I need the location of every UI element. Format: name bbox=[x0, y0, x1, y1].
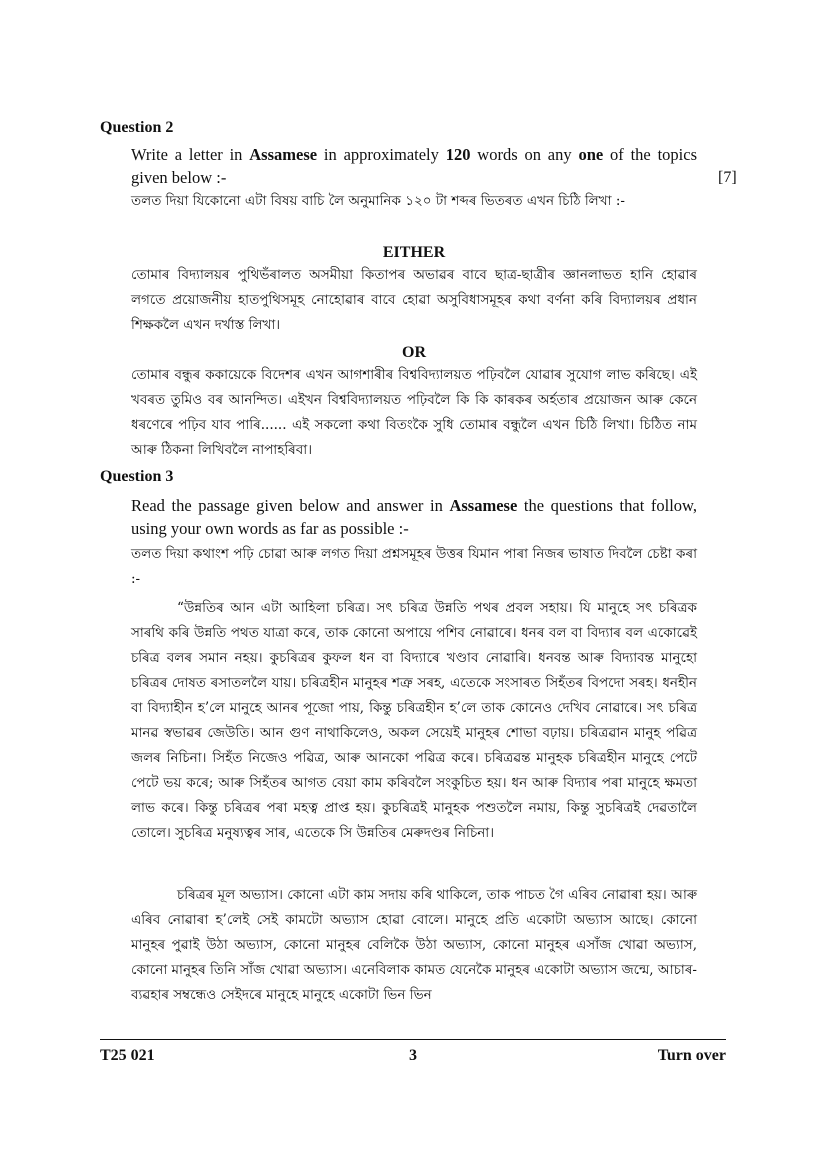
instruction-text: of the topics given below :- bbox=[131, 145, 697, 187]
passage-paragraph-1: “উন্নতিৰ আন এটা আহিলা চৰিত্ৰ। সৎ চৰিত্ৰ উন্নতি পথৰ প্ৰবল সহায়। যি মানুহে সৎ চৰিত্ৰক সাৰথি কৰি উন্নতি পথত যাত্ৰা কৰে, তাক কোনো অপায়ে পশিব নোৱাৰে। ধনৰ বল বা বিদ্যাৰ বল একোৱেই চৰিত্ৰ বলৰ সমান নহয়। কুচৰিত্ৰৰ কুফল ধন বা বিদ্যাৰে খণ্ডাব নোৱাৰি। ধনবন্ত আৰু বিদ্যাবন্ত মানুহো চৰিত্ৰৰ দোষত ৰসাতললৈ যায়। চৰিত্ৰহীন মানুহৰ শত্ৰু সৰহ, এতেকে সংসাৰত সিহঁতৰ বিপদো সৰহ। ধনহীন বা বিদ্যাহীন হ’লে মানুহে আনৰ পূজো পায়, কিন্তু চৰিত্ৰহীন হ’লে তাক কোনেও দেখিব নোৱাৰে। সৎ চৰিত্ৰ মানৱ স্বভাৱৰ জেউতি। আন গুণ নাথাকিলেও, অকল সেয়েই মানুহৰ শোভা বঢ়ায়। চৰিত্ৰৱান মানুহ পৱিত্ৰ জলৰ নিচিনা। সিহঁত নিজেও পৱিত্ৰ, আৰু আনকো পৱিত্ৰ কৰে। চৰিত্ৰৱন্ত মানুহক চৰিত্ৰহীন মানুহে পেটে পেটে ভয় কৰে; আৰু সিহঁতৰ আগত বেয়া কাম কৰিবলৈ সংকুচিত হয়। ধন আৰু বিদ্যাৰ পৰা মানুহে ক্ষমতা লাভ কৰে। কিন্তু চৰিত্ৰৰ পৰা মহত্ব প্ৰাপ্ত হয়। কুচৰিত্ৰই মানুহক পশুতলৈ নমায়, কিন্তু সুচৰিত্ৰই দেৱতালৈ তোলে। সুচৰিত্ৰ মনুষ্যত্বৰ সাৰ, এতেকে সি উন্নতিৰ মেৰুদণ্ডৰ নিচিনা। bbox=[131, 600, 697, 841]
instruction-text: Read the passage given below and answer in bbox=[131, 496, 450, 515]
footer-paper-code: T25 021 bbox=[100, 1047, 155, 1064]
question-3-instruction-en bbox=[131, 494, 697, 540]
question-2-heading: Question 2 bbox=[100, 119, 174, 136]
question-2-instruction-en bbox=[131, 143, 697, 189]
footer-rule bbox=[100, 1039, 726, 1040]
footer-turn-over: Turn over bbox=[657, 1047, 726, 1064]
instruction-text: Write a letter in bbox=[131, 145, 250, 164]
instruction-word-count: 120 bbox=[445, 145, 471, 164]
question-2-marks: [7] bbox=[718, 169, 737, 186]
instruction-text: in approximately bbox=[317, 145, 446, 164]
passage-paragraph-2: চৰিত্ৰৰ মূল অভ্যাস। কোনো এটা কাম সদায় কৰি থাকিলে, তাক পাচত গৈ এৰিব নোৱাৰা হয়। আৰু এৰিব নোৱাৰা হ’লেই সেই কামটো অভ্যাস হোৱা বোলে। মানুহে প্ৰতি একোটা অভ্যাস আছে। কোনো মানুহৰ পুৱাই উঠা অভ্যাস, কোনো মানুহৰ বেলিকৈ উঠা অভ্যাস, কোনো মানুহৰ এসাঁজ খোৱা অভ্যাস, কোনো মানুহৰ তিনি সাঁজ খোৱা অভ্যাস। এনেবিলাক কামত যেনেকৈ মানুহৰ একোটা অভ্যাস জন্মে, আচাৰ-ব্যৱহাৰ সম্বন্ধেও সেইদৰে মানুহে মানুহে একোটা ভিন ভিন bbox=[131, 887, 697, 1003]
or-label: OR bbox=[402, 344, 426, 361]
instruction-text: the questions that follow, using your own words as far as possible :- bbox=[131, 496, 697, 538]
question-3-instruction-as: তলত দিয়া কথাংশ পঢ়ি চোৱা আৰু লগত দিয়া প্ৰশ্নসমূহৰ উত্তৰ যিমান পাৰা নিজৰ ভাষাত দিবলৈ চেষ্টা কৰা :- bbox=[131, 546, 697, 587]
instruction-text: words on any bbox=[470, 145, 579, 164]
question-3-heading: Question 3 bbox=[100, 468, 174, 485]
instruction-language: Assamese bbox=[249, 145, 318, 164]
footer-page-number: 3 bbox=[409, 1047, 417, 1064]
either-label: EITHER bbox=[382, 244, 446, 261]
or-topic-text: তোমাৰ বন্ধুৰ ককায়েকে বিদেশৰ এখন আগশাৰীৰ বিশ্ববিদ্যালয়ত পঢ়িবলৈ যোৱাৰ সুযোগ লাভ কৰিছে। এই খবৰত তুমিও বৰ আনন্দিত। এইখন বিশ্ববিদ্যালয়ত পঢ়িবলৈ কি কি কাৰকৰ অৰ্হতাৰ প্ৰয়োজন আৰু কেনে ধৰণেৰে পঢ়িব যাব পাৰি...... এই সকলো কথা বিতংকৈ সুধি তোমাৰ বন্ধুলৈ এখন চিঠি লিখা। চিঠিত নাম আৰু ঠিকনা লিখিবলৈ নাপাহৰিবা। bbox=[131, 367, 697, 458]
instruction-language: Assamese bbox=[449, 496, 518, 515]
either-topic-text: তোমাৰ বিদ্যালয়ৰ পুথিভঁৰালত অসমীয়া কিতাপৰ অভাৱৰ বাবে ছাত্ৰ-ছাত্ৰীৰ জ্ঞানলাভত হানি হোৱাৰ লগতে প্ৰয়োজনীয় হাতপুথিসমূহ নোহোৱাৰ বাবে হোৱা অসুবিধাসমূহৰ কথা বৰ্ণনা কৰি বিদ্যালয়ৰ প্ৰধান শিক্ষকলৈ এখন দৰ্খাস্ত লিখা। bbox=[131, 267, 697, 333]
instruction-one: one bbox=[578, 145, 604, 164]
question-2-instruction-as: তলত দিয়া যিকোনো এটা বিষয় বাচি লৈ অনুমানিক ১২০ টা শব্দৰ ভিতৰত এখন চিঠি লিখা :- bbox=[131, 193, 625, 209]
